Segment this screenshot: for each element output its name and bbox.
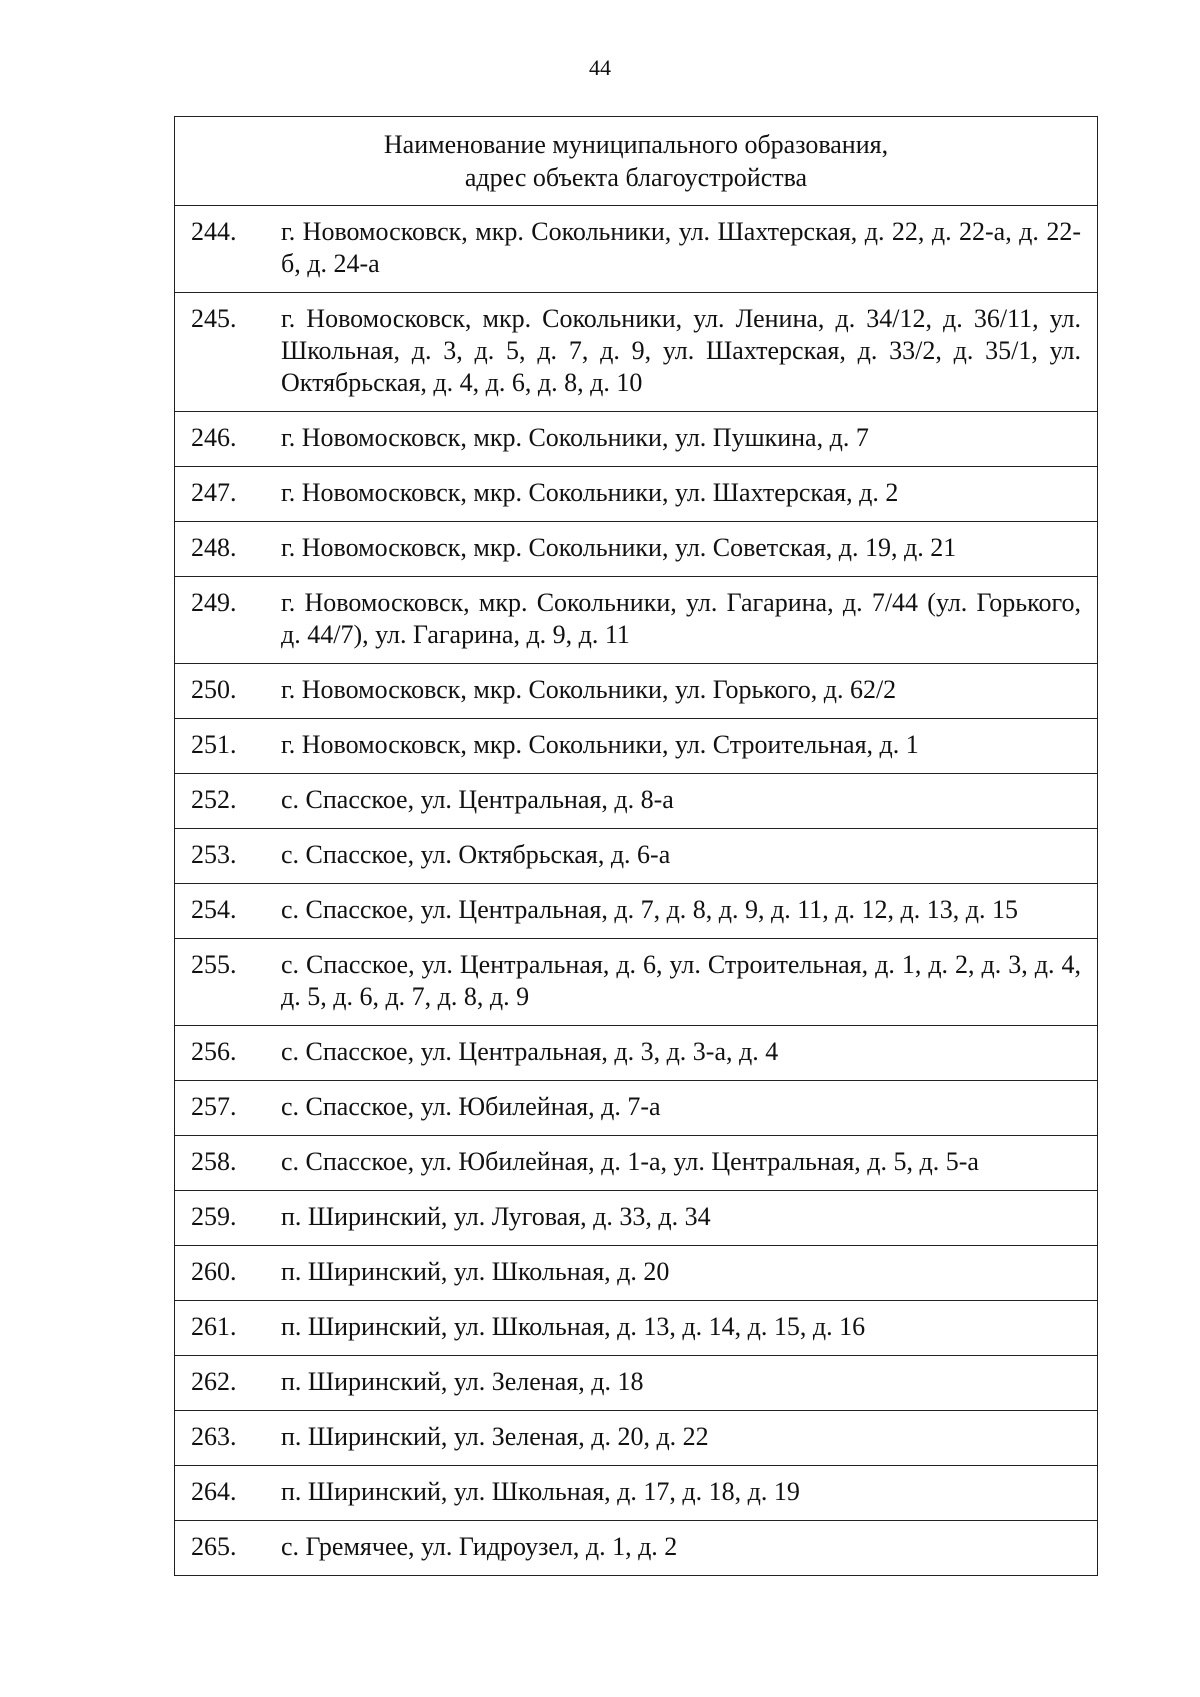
table-row [175,1521,1098,1576]
header-line-1: Наименование муниципального образования, [383,130,889,159]
row-address: с. Гремячее, ул. Гидроузел, д. 1, д. 2 [281,1532,678,1561]
row-address: п. Ширинский, ул. Луговая, д. 33, д. 34 [281,1202,711,1231]
table-row [175,719,1098,774]
table-cell [175,719,1098,774]
row-number: 253. [191,840,237,869]
table-header-row [175,117,1098,206]
row-number: 259. [191,1202,237,1231]
row-number: 247. [191,478,237,507]
row-number: 250. [191,675,237,704]
row-address: г. Новомосковск, мкр. Сокольники, ул. Советская, д. 19, д. 21 [281,533,957,562]
table-cell [175,1356,1098,1411]
row-address: п. Ширинский, ул. Зеленая, д. 18 [281,1367,644,1396]
row-number: 263. [191,1422,237,1451]
table-cell [175,664,1098,719]
row-number: 244. [191,217,237,246]
table-cell [175,1246,1098,1301]
table-cell [175,1081,1098,1136]
table-cell [175,884,1098,939]
table-row [175,884,1098,939]
table-cell [175,939,1098,1026]
table-cell [175,467,1098,522]
row-address: п. Ширинский, ул. Школьная, д. 20 [281,1257,670,1286]
table-row [175,1356,1098,1411]
row-number: 246. [191,423,237,452]
row-number: 245. [191,304,237,333]
table-cell [175,206,1098,293]
table-row [175,1411,1098,1466]
row-address: п. Ширинский, ул. Школьная, д. 13, д. 14, д. 15, д. 16 [281,1312,866,1341]
row-number: 260. [191,1257,237,1286]
table-row [175,206,1098,293]
table-cell [175,522,1098,577]
row-address: г. Новомосковск, мкр. Сокольники, ул. Пушкина, д. 7 [281,423,869,452]
table-row [175,1246,1098,1301]
row-number: 257. [191,1092,237,1121]
row-number: 248. [191,533,237,562]
row-address: г. Новомосковск, мкр. Сокольники, ул. Горького, д. 62/2 [281,675,897,704]
table-row [175,1301,1098,1356]
table-cell [175,412,1098,467]
row-address: г. Новомосковск, мкр. Сокольники, ул. Строительная, д. 1 [281,730,919,759]
table-row [175,829,1098,884]
table-row [175,939,1098,1026]
row-address: с. Спасское, ул. Центральная, д. 7, д. 8, д. 9, д. 11, д. 12, д. 13, д. 15 [281,895,1018,924]
table-cell [175,1191,1098,1246]
table-row [175,1026,1098,1081]
row-address: с. Спасское, ул. Октябрьская, д. 6-а [281,840,671,869]
row-address: с. Спасское, ул. Центральная, д. 6, ул. Строительная, д. 1, д. 2, д. 3, д. 4, д. 5, д. 6, д. 7, д. 8, д. 9 [281,950,1081,1011]
table-header [175,117,1098,206]
table-row [175,1136,1098,1191]
table-row [175,577,1098,664]
page-number: 44 [589,55,611,80]
table-cell [175,293,1098,412]
table-row [175,1081,1098,1136]
table-row [175,1466,1098,1521]
table-cell [175,829,1098,884]
table-cell [175,1521,1098,1576]
table-row [175,1191,1098,1246]
table-cell [175,774,1098,829]
row-number: 265. [191,1532,237,1561]
row-number: 262. [191,1367,237,1396]
table-row [175,467,1098,522]
row-address: г. Новомосковск, мкр. Сокольники, ул. Гагарина, д. 7/44 (ул. Горького, д. 44/7), ул. Гагарина, д. 9, д. 11 [281,588,1081,649]
table-cell [175,1136,1098,1191]
row-number: 254. [191,895,237,924]
row-number: 264. [191,1477,237,1506]
row-address: с. Спасское, ул. Юбилейная, д. 7-а [281,1092,661,1121]
table-row [175,412,1098,467]
row-number: 256. [191,1037,237,1066]
table-cell [175,1026,1098,1081]
row-address: с. Спасское, ул. Центральная, д. 8-а [281,785,674,814]
row-number: 249. [191,588,237,617]
row-address: с. Спасское, ул. Юбилейная, д. 1-а, ул. Центральная, д. 5, д. 5-а [281,1147,979,1176]
row-address: г. Новомосковск, мкр. Сокольники, ул. Шахтерская, д. 22, д. 22-а, д. 22-б, д. 24-а [281,217,1081,278]
row-address: с. Спасское, ул. Центральная, д. 3, д. 3-а, д. 4 [281,1037,779,1066]
row-number: 261. [191,1312,237,1341]
row-number: 255. [191,950,237,979]
row-number: 258. [191,1147,237,1176]
table-cell [175,1301,1098,1356]
row-number: 251. [191,730,237,759]
table-cell [175,1411,1098,1466]
address-table [174,116,1098,1576]
table-row [175,664,1098,719]
table-row [175,522,1098,577]
header-line-2: адрес объекта благоустройства [464,163,808,192]
row-address: п. Ширинский, ул. Школьная, д. 17, д. 18, д. 19 [281,1477,800,1506]
row-address: п. Ширинский, ул. Зеленая, д. 20, д. 22 [281,1422,709,1451]
table-row [175,774,1098,829]
row-address: г. Новомосковск, мкр. Сокольники, ул. Шахтерская, д. 2 [281,478,899,507]
row-number: 252. [191,785,237,814]
table-cell [175,1466,1098,1521]
table-cell [175,577,1098,664]
table-row [175,293,1098,412]
row-address: г. Новомосковск, мкр. Сокольники, ул. Ленина, д. 34/12, д. 36/11, ул. Школьная, д. 3, д. 5, д. 7, д. 9, ул. Шахтерская, д. 33/2, д. 35/1, ул. Октябрьская, д. 4, д. 6, д. 8, д. 10 [281,304,1081,397]
